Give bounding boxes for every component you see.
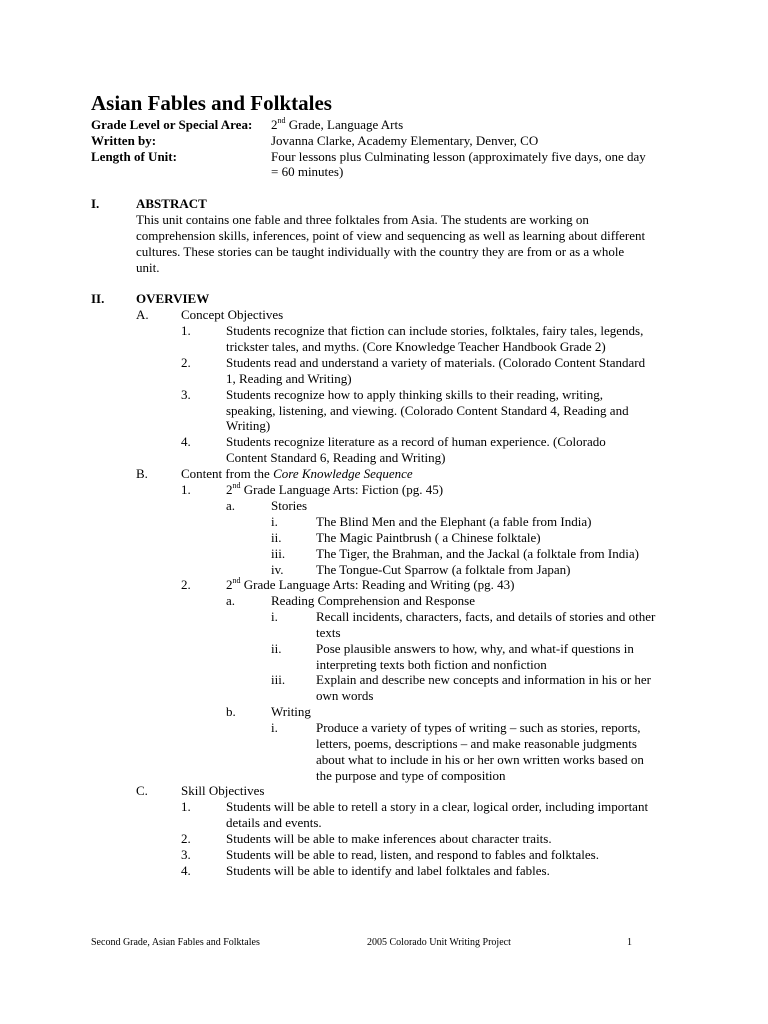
roman-marker: ii. [271,641,282,656]
document-title: Asian Fables and Folktales [91,91,332,115]
abstract-line: comprehension skills, inferences, point of view and sequencing as well as learning about different [136,228,646,243]
length-label: Length of Unit: [91,149,177,164]
list-item-line: Students will be able to make inferences about character traits. [226,831,552,846]
outline-marker-c: C. [136,783,148,798]
list-item-line: Students will be able to retell a story in a clear, logical order, including important [226,799,649,814]
stories-heading: Stories [271,498,308,513]
roman-marker: i. [271,720,278,735]
list-number: 1. [181,799,191,814]
skill-objectives-heading: Skill Objectives [181,783,265,798]
list-number: 1. [181,323,191,338]
section-numeral-overview: II. [91,291,105,306]
length-value-line-1: Four lessons plus Culminating lesson (approximately five days, one day [271,149,646,164]
list-number: 3. [181,387,191,402]
fiction-heading: 2nd Grade Language Arts: Fiction (pg. 45) [226,480,444,497]
list-item-line: Students recognize how to apply thinking skills to their reading, writing, [226,387,603,402]
list-number: 2. [181,831,191,846]
grade-label: Grade Level or Special Area: [91,117,253,132]
list-item-line: interpreting texts both fiction and nonfiction [316,657,547,672]
roman-marker: ii. [271,530,282,545]
list-item-line: Pose plausible answers to how, why, and what-if questions in [316,641,634,656]
outline-marker-sub-a: a. [226,593,236,608]
section-numeral-abstract: I. [91,196,100,211]
writing-heading: Writing [271,704,311,719]
list-item-line: Recall incidents, characters, facts, and details of stories and other [316,609,656,624]
written-value: Jovanna Clarke, Academy Elementary, Denver, CO [271,133,539,148]
roman-marker: i. [271,514,278,529]
list-item-line: own words [316,688,374,703]
roman-marker: i. [271,609,278,624]
footer-center: 2005 Colorado Unit Writing Project [367,937,511,948]
abstract-line: This unit contains one fable and three folktales from Asia. The students are working on [136,212,589,227]
content-heading: Content from the Core Knowledge Sequence [181,466,413,481]
length-value-line-2: = 60 minutes) [271,164,344,179]
list-item-line: Students recognize literature as a record of human experience. (Colorado [226,434,606,449]
outline-marker-b: B. [136,466,148,481]
list-item-line: texts [316,625,341,640]
outline-marker-a: A. [136,307,149,322]
roman-marker: iii. [271,546,286,561]
list-item-line: speaking, listening, and viewing. (Colorado Content Standard 4, Reading and [226,403,629,418]
story-item: The Tiger, the Brahman, and the Jackal (a folktale from India) [316,546,639,561]
list-item-line: about what to include in his or her own written works based on [316,752,644,767]
section-heading-abstract: ABSTRACT [136,196,207,211]
list-number: 4. [181,434,191,449]
reading-writing-heading: 2nd Grade Language Arts: Reading and Writing (pg. 43) [226,575,515,592]
story-item: The Blind Men and the Elephant (a fable from India) [316,514,592,529]
footer-left: Second Grade, Asian Fables and Folktales [91,937,260,948]
list-number: 3. [181,847,191,862]
list-item-line: letters, poems, descriptions – and make reasonable judgments [316,736,637,751]
roman-marker: iv. [271,562,284,577]
abstract-line: unit. [136,260,160,275]
reading-comprehension-heading: Reading Comprehension and Response [271,593,475,608]
grade-value: 2nd Grade, Language Arts [271,115,404,132]
story-item: The Tongue-Cut Sparrow (a folktale from Japan) [316,562,571,577]
list-item-line: Students read and understand a variety of materials. (Colorado Content Standard [226,355,646,370]
written-label: Written by: [91,133,157,148]
outline-marker-sub-a: a. [226,498,236,513]
list-item-line: Content Standard 6, Reading and Writing) [226,450,446,465]
list-item-line: Students will be able to read, listen, and respond to fables and folktales. [226,847,599,862]
list-item-line: details and events. [226,815,322,830]
list-item-line: Explain and describe new concepts and information in his or her [316,672,652,687]
abstract-line: cultures. These stories can be taught individually with the country they are from or as a whole [136,244,625,259]
list-number: 1. [181,482,191,497]
page-number: 1 [627,937,632,948]
list-item-line: Writing) [226,418,271,433]
list-item-line: the purpose and type of composition [316,768,506,783]
list-item-line: 1, Reading and Writing) [226,371,352,386]
roman-marker: iii. [271,672,286,687]
list-item-line: Students recognize that fiction can include stories, folktales, fairy tales, legends, [226,323,644,338]
list-number: 4. [181,863,191,878]
list-item-line: Produce a variety of types of writing – such as stories, reports, [316,720,641,735]
section-heading-overview: OVERVIEW [136,291,210,306]
concept-objectives-heading: Concept Objectives [181,307,284,322]
outline-marker-sub-b: b. [226,704,236,719]
list-number: 2. [181,355,191,370]
list-number: 2. [181,577,191,592]
list-item-line: trickster tales, and myths. (Core Knowledge Teacher Handbook Grade 2) [226,339,606,354]
list-item-line: Students will be able to identify and label folktales and fables. [226,863,550,878]
story-item: The Magic Paintbrush ( a Chinese folktale) [316,530,541,545]
